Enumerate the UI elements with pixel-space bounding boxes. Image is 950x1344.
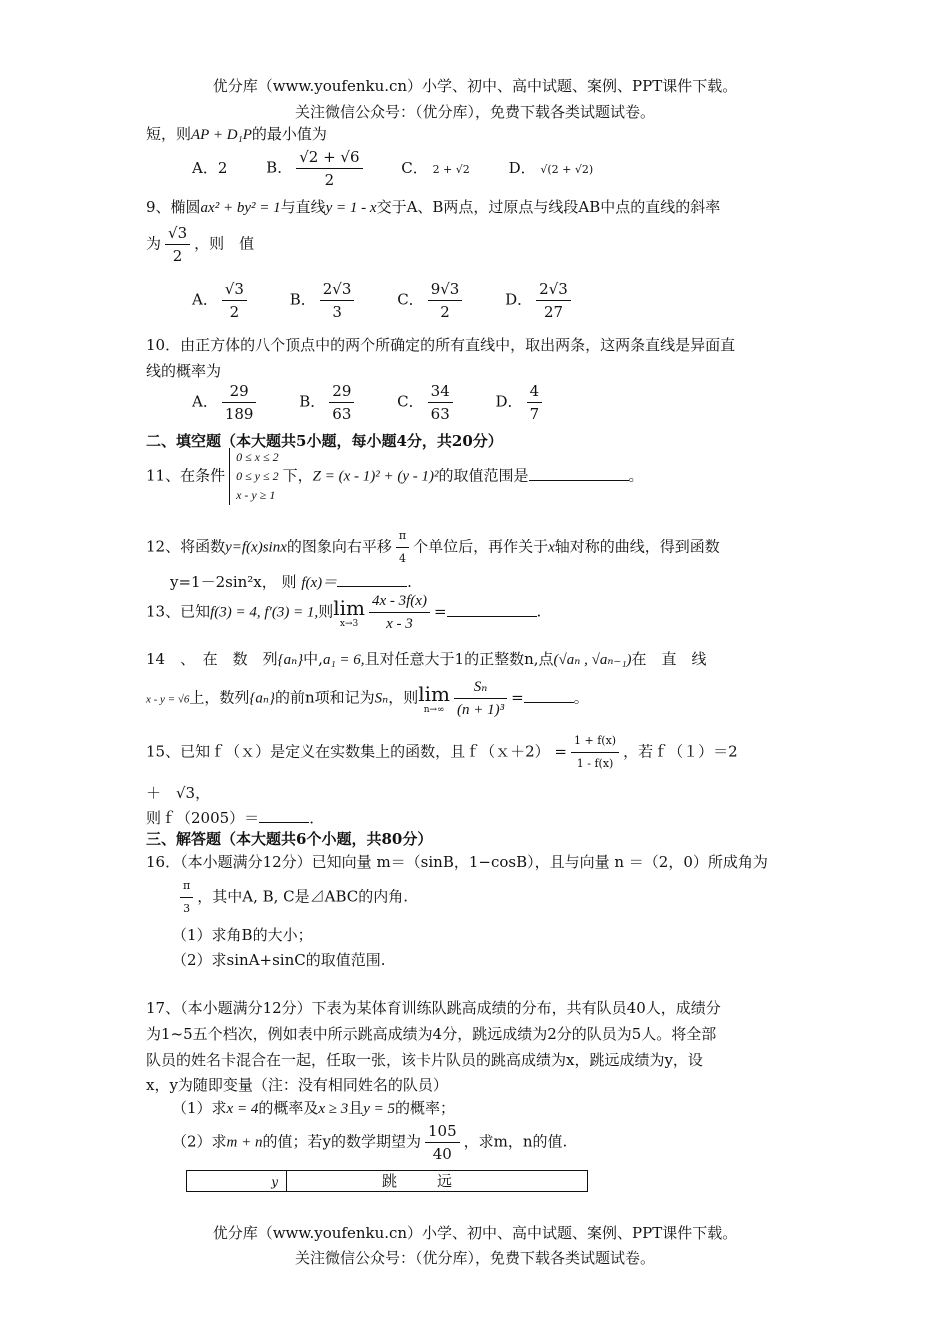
q9-option-a: A． $\frac{√3}{2}$ <box>192 278 251 323</box>
question-14-line1: 14 、 在 数 列{aₙ}中,a₁ = 6,且对任意大于1的正整数n,点(√aₙ , √aₙ₋₁)在 直 线 <box>146 650 707 668</box>
q9-option-b: B． $\frac{2√3}{3}$ <box>290 278 359 323</box>
question-17-line1: 17、（本小题满分12分）下表为某体育训练队跳高成绩的分布，共有队员40人，成绩分 <box>146 999 721 1017</box>
q15-answer-blank <box>259 808 309 823</box>
question-17-line3: 队员的姓名卡混合在一起，任取一张，该卡片队员的跳高成绩为x，跳远成绩为y，设 <box>146 1051 703 1069</box>
question-12-line2: y=1－2sin²x， 则 f(x)＝ . <box>170 573 412 591</box>
question-17-line2: 为1~5五个档次，例如表中所示跳高成绩为4分，跳远成绩为2分的队员为5人。将全部 <box>146 1025 717 1043</box>
question-15-line2: ＋ √3， <box>146 784 211 802</box>
q9-option-c: C． $\frac{9√3}{2}$ <box>397 278 466 323</box>
question-15-line1: 15、已知ｆ（ｘ）是定义在实数集上的函数，且ｆ（ｘ＋2） = $\frac{1 + f(x)}{1 - f(x)}$ ，若ｆ（１）＝2 <box>146 730 738 775</box>
q8-option-d: D． √(2 + √2) <box>508 158 594 177</box>
question-15-line3: 则ｆ（2005）＝ ． <box>146 809 325 827</box>
question-16-part2: （2）求sinA+sinC的取值范围. <box>172 951 386 969</box>
question-13: 13、已知f(3) = 4, f′(3) = 1,则 lim x→3 $\frac{4x - 3f(x)}{x - 3}$ = . <box>146 590 541 635</box>
q8-option-a: A．2 <box>192 158 228 177</box>
question-8-options <box>192 146 627 191</box>
section-2-title: 二、填空题（本大题共5小题，每小题4分，共20分） <box>146 432 503 450</box>
question-9-line2: 为 $\frac{√3}{2}$ ，则 值 <box>146 224 255 265</box>
question-10-line2: 线的概率为 <box>146 362 222 380</box>
q10-option-b: B． $\frac{29}{63}$ <box>299 380 358 425</box>
q8-option-b: B． $\frac{√2 + √6}{2}$ <box>266 146 366 191</box>
q8-expression: AP + D₁P <box>191 127 252 143</box>
question-9-options <box>192 278 609 323</box>
q8-option-c: C． 2 + √2 <box>401 158 470 177</box>
q9-option-d: D． $\frac{2√3}{27}$ <box>505 278 575 323</box>
table-header-long-jump: 跳远 <box>381 1172 492 1190</box>
section-3-title: 三、解答题（本大题共6个小题，共80分） <box>146 830 433 848</box>
page-footer-line1: 优分库（www.youfenku.cn）小学、初中、高中试题、案例、PPT课件下载。 <box>212 1224 738 1242</box>
q10-option-d: D． $\frac{4}{7}$ <box>496 380 547 425</box>
question-17-part2: （2）求m + n的值；若y的数学期望为 $\frac{105}{40}$ ，求m，n的值. <box>172 1122 568 1163</box>
question-16-part1: （1）求角B的大小； <box>172 926 313 944</box>
question-12-line1: 12、将函数y=f(x)sinx的图象向右平移 $\frac{\pi}{4}$ 个单位后，再作关于x轴对称的曲线，得到函数 <box>146 525 720 570</box>
table-header-y: y <box>187 1171 287 1191</box>
question-16-line1: 16．（本小题满分12分）已知向量 m＝（sinB，1−cosB），且与向量 n ＝（2，0）所成角为 <box>146 853 768 871</box>
score-table <box>186 1170 588 1192</box>
q10-option-a: A． $\frac{29}{189}$ <box>192 380 260 425</box>
question-11: 11、在条件 0 ≤ x ≤ 2 0 ≤ y ≤ 2 x - y ≥ 1 下，Z = (x - 1)² + (y - 1)²的取值范围是 。 <box>146 448 644 505</box>
q12-answer-blank <box>337 572 407 587</box>
question-17-part1: （1）求x = 4的概率及x ≥ 3且y = 5的概率； <box>172 1099 456 1117</box>
question-10-options <box>192 380 580 425</box>
page-header-line2: 关注微信公众号：（优分库），免费下载各类试题试卷。 <box>294 103 655 121</box>
q13-answer-blank <box>447 602 537 617</box>
page-header-line1: 优分库（www.youfenku.cn）小学、初中、高中试题、案例、PPT课件下载。 <box>212 77 738 95</box>
question-9-line1: 9、椭圆ax² + by² = 1与直线y = 1 - x交于A、B两点，过原点与线段AB中点的直线的斜率 <box>146 198 721 216</box>
q11-conditions: 0 ≤ x ≤ 2 0 ≤ y ≤ 2 x - y ≥ 1 <box>229 448 279 505</box>
question-16-line2: $\frac{\pi}{3}$ ，其中A, B, C是⊿ABC的内角. <box>176 875 408 920</box>
q14-answer-blank <box>524 688 574 703</box>
question-14-line2: x - y = √6上，数列{aₙ}的前n项和记为Sₙ，则 lim n→∞ $\frac{\text{Sₙ}}{\text{(n + 1)³}}$ = 。 <box>146 676 589 721</box>
question-8-tail: 短，则AP + D₁P的最小值为 <box>146 125 327 143</box>
question-10-line1: 10．由正方体的八个顶点中的两个所确定的所有直线中，取出两条，这两条直线是异面直 <box>146 336 736 354</box>
page-footer-line2: 关注微信公众号：（优分库），免费下载各类试题试卷。 <box>294 1249 655 1267</box>
question-17-line4: x，y为随即变量（注：没有相同姓名的队员） <box>146 1076 448 1094</box>
q10-option-c: C． $\frac{34}{63}$ <box>397 380 457 425</box>
q11-answer-blank <box>529 466 629 481</box>
